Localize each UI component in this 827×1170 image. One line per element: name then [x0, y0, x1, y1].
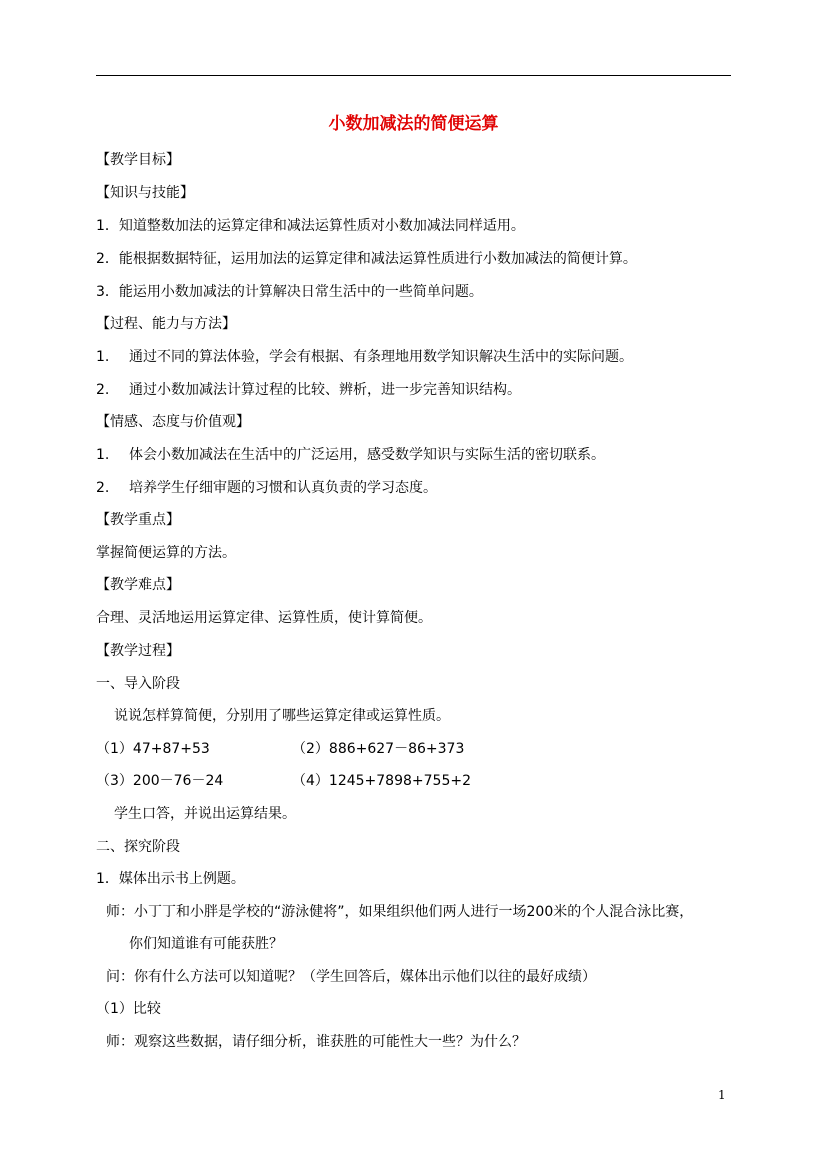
exercise-row — [96, 738, 464, 760]
item-number: 2. — [96, 480, 110, 496]
document-title: 小数加减法的简便运算 — [328, 114, 499, 134]
paragraph: 说说怎样算简便，分别用了哪些运算定律或运算性质。 — [114, 708, 450, 724]
paragraph: 掌握简便运算的方法。 — [96, 545, 236, 561]
exercise-item: （3）200－76－24 — [96, 773, 224, 789]
numbered-item — [96, 379, 521, 401]
exercise-row — [96, 770, 471, 792]
item-text: 培养学生仔细审题的习惯和认真负责的学习态度。 — [129, 480, 437, 496]
stage-heading: 一、导入阶段 — [96, 676, 180, 692]
paragraph: 1．知道整数加法的运算定律和减法运算性质对小数加减法同样适用。 — [96, 218, 525, 234]
section-heading-teaching-process: 【教学过程】 — [96, 643, 180, 659]
section-heading-emotion-values: 【情感、态度与价值观】 — [96, 414, 250, 430]
exercise-item: （1）47+87+53 — [96, 741, 210, 757]
paragraph: 学生口答，并说出运算结果。 — [114, 806, 296, 822]
paragraph: （1）比较 — [96, 1001, 161, 1017]
paragraph: 合理、灵活地运用运算定律、运算性质，使计算简便。 — [96, 610, 432, 626]
item-text: 体会小数加减法在生活中的广泛运用，感受数学知识与实际生活的密切联系。 — [129, 447, 605, 463]
paragraph: 问：你有什么方法可以知道呢？（学生回答后，媒体出示他们以往的最好成绩） — [106, 969, 596, 985]
section-heading-process-ability: 【过程、能力与方法】 — [96, 316, 236, 332]
exercise-item: （2）886+627－86+373 — [292, 741, 465, 757]
numbered-item — [96, 444, 605, 466]
section-heading-difficulties: 【教学难点】 — [96, 577, 180, 593]
paragraph: 师：观察这些数据，请仔细分析，谁获胜的可能性大一些？为什么？ — [106, 1034, 526, 1050]
numbered-item — [96, 477, 437, 499]
page-number: 1 — [718, 1088, 726, 1102]
paragraph: 师：小丁丁和小胖是学校的“游泳健将”，如果组织他们两人进行一场200米的个人混合泳比赛， — [106, 904, 694, 920]
paragraph: 1．媒体出示书上例题。 — [96, 871, 245, 887]
item-number: 1. — [96, 349, 110, 365]
paragraph: 你们知道谁有可能获胜？ — [129, 936, 283, 952]
stage-heading: 二、探究阶段 — [96, 839, 180, 855]
paragraph: 2．能根据数据特征，运用加法的运算定律和减法运算性质进行小数加减法的简便计算。 — [96, 251, 637, 267]
item-text: 通过不同的算法体验，学会有根据、有条理地用数学知识解决生活中的实际问题。 — [129, 349, 633, 365]
item-number: 1. — [96, 447, 110, 463]
section-heading-key-points: 【教学重点】 — [96, 512, 180, 528]
header-rule — [96, 75, 731, 76]
section-heading-knowledge-skills: 【知识与技能】 — [96, 185, 194, 201]
paragraph: 3．能运用小数加减法的计算解决日常生活中的一些简单问题。 — [96, 284, 483, 300]
numbered-item — [96, 346, 633, 368]
item-number: 2. — [96, 382, 110, 398]
section-heading-teaching-goals: 【教学目标】 — [96, 152, 180, 168]
exercise-item: （4）1245+7898+755+2 — [292, 773, 471, 789]
item-text: 通过小数加减法计算过程的比较、辨析，进一步完善知识结构。 — [129, 382, 521, 398]
